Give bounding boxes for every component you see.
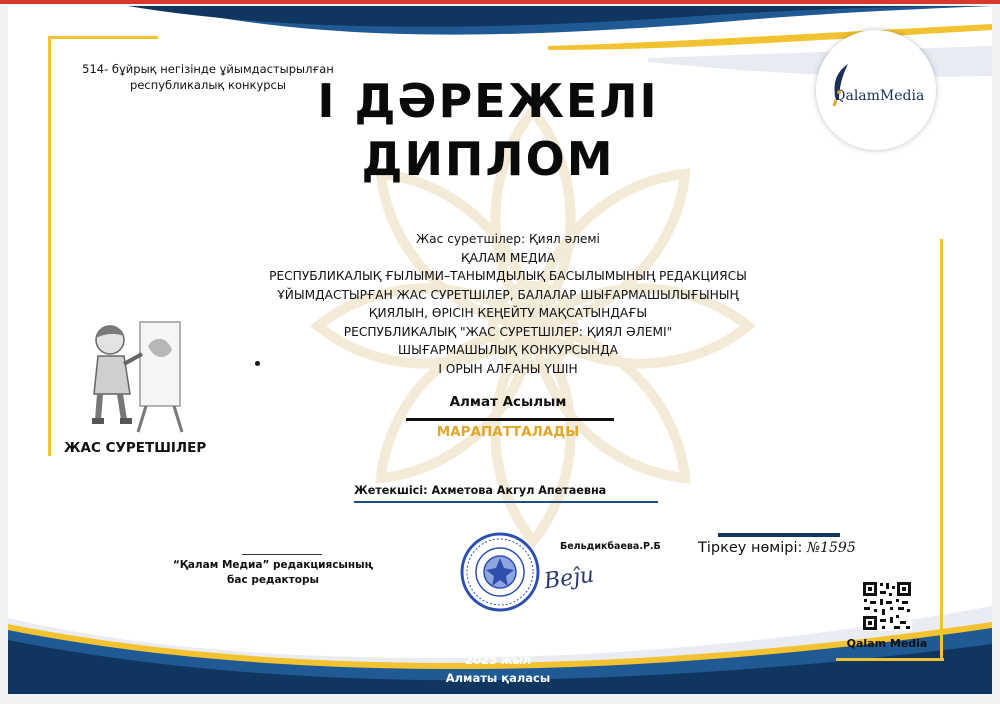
reg-label: Тіркеу нөмірі: [698,540,803,556]
awarded-text: МАРАПАТТАЛАДЫ [436,424,580,440]
body-line-5: ҚИЯЛЫН, ӨРІСІН КЕҢЕЙТУ МАҚСАТЫНДАҒЫ [368,306,648,320]
signature-text: Beĵu [542,562,596,595]
frame-line-top [48,36,158,39]
child-painter-icon [84,316,194,436]
emblem-seal-icon [460,532,540,612]
order-line-1: 514- бұйрық негізінде ұйымдастырылған [82,62,334,76]
order-line-2: республикалық конкурсы [130,78,286,92]
bullet-dot [255,361,260,366]
body-line-7: ШЫҒАРМАШЫЛЫҚ КОНКУРСЫНДА [398,343,618,357]
registration-number [698,539,856,557]
footer-city: Алматы қаласы [445,671,551,685]
qr-caption: Qalam Media [846,637,928,650]
order-text [78,61,338,93]
page-title [308,72,668,188]
title-line-2: ДИПЛОМ [361,132,615,186]
qr-code-icon [862,581,912,631]
frame-line-right [940,239,943,659]
body-line-1: Жас суретшілер: Қиял әлемі [416,232,600,246]
editor-title [168,558,378,588]
editor-line-2: бас редакторы [227,574,319,586]
left-caption: ЖАС СУРЕТШІЛЕР [64,440,207,456]
body-line-2: ҚАЛАМ МЕДИА [460,250,556,265]
body-line-6: РЕСПУБЛИКАЛЫҚ "ЖАС СУРЕТШІЛЕР: ҚИЯЛ ӘЛЕМІ" [343,324,673,339]
supervisor-underline [354,501,658,503]
body-line-3: РЕСПУБЛИКАЛЫҚ ҒЫЛЫМИ–ТАНЫМДЫЛЫҚ БАСЫЛЫМЫНЫҢ РЕДАКЦИЯСЫ [269,269,747,283]
qalammedia-logo [816,30,936,150]
footer-year: 2025 жыл [464,653,532,667]
top-accent-line [0,0,1000,4]
diploma-page [8,6,992,694]
recipient-underline [406,418,614,421]
editor-sign-line [242,554,322,555]
signer-name: Бельдикбаева.Р.Б [560,541,661,552]
body-line-8: I ОРЫН АЛҒАНЫ ҮШІН [438,361,578,376]
footer-place-date [398,651,598,687]
recipient-name: Алмат Асылым [449,394,567,410]
reg-value: №1595 [806,540,856,556]
title-line-1: I ДӘРЕЖЕЛІ [317,74,659,128]
frame-line-bottom [836,658,944,661]
editor-line-1: “Қалам Медиа” редакциясының [172,559,374,571]
body-line-4: ҰЙЫМДАСТЫРҒАН ЖАС СУРЕТШІЛЕР, БАЛАЛАР ШЫҒАРМАШЫЛЫҒЫНЫҢ [277,287,739,302]
reg-top-line [718,533,840,537]
supervisor: Жетекшісі: Ахметова Акгул Апетаевна [354,484,607,497]
diploma-body [238,230,778,378]
logo-text: QalamMedia [834,88,925,104]
frame-line-left [48,36,51,456]
